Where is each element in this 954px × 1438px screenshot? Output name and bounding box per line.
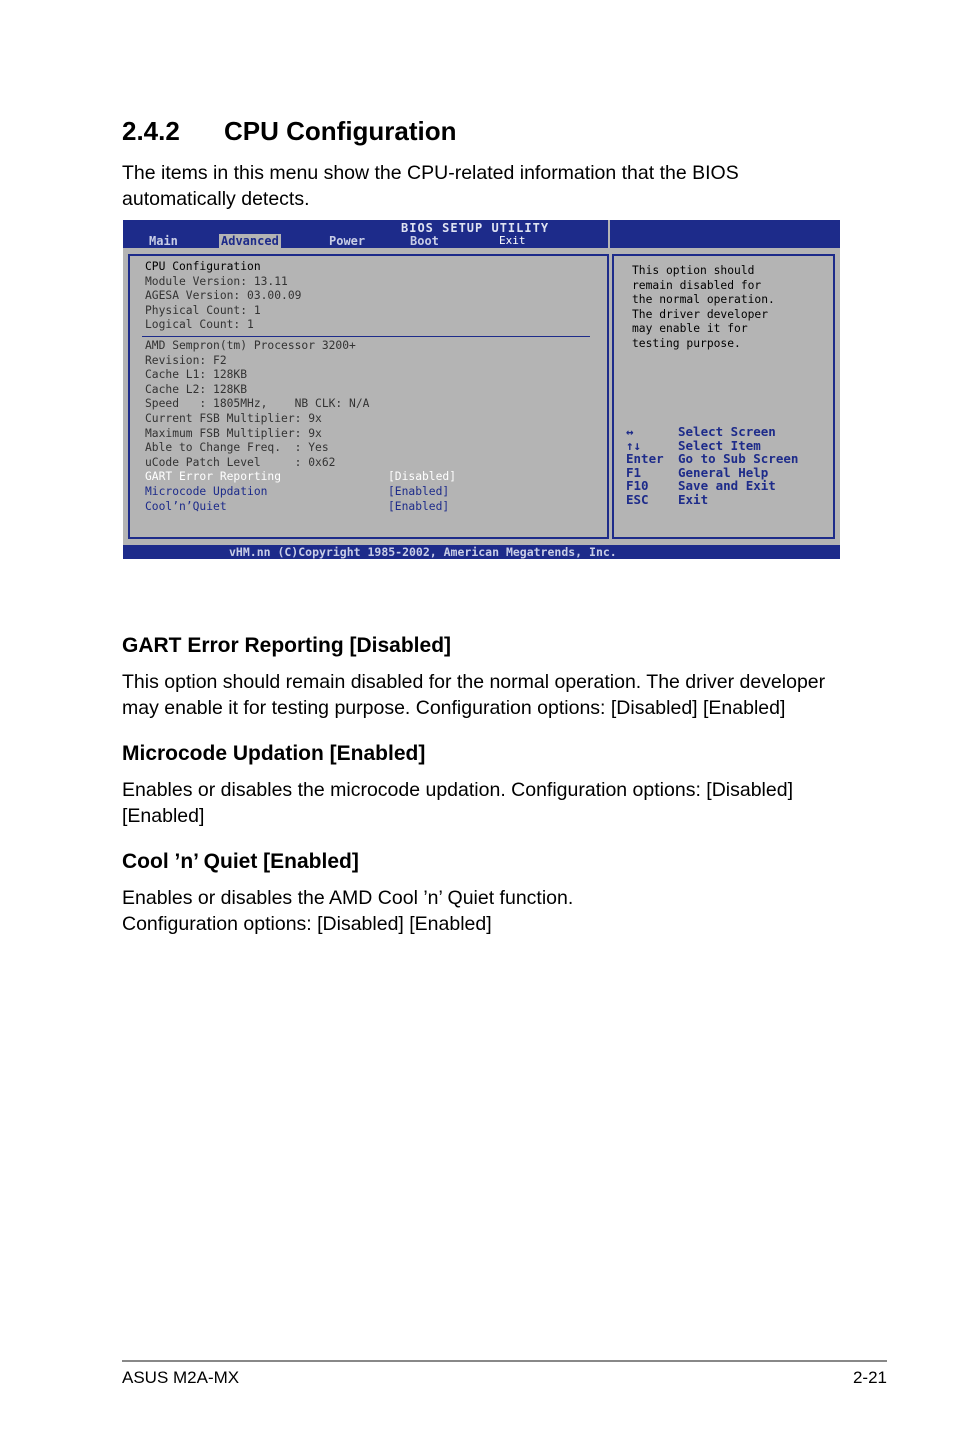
key-label: Enter bbox=[626, 451, 664, 466]
footer-product: ASUS M2A-MX bbox=[122, 1368, 240, 1387]
setting-microcode-value[interactable]: [Enabled] bbox=[388, 485, 450, 498]
bios-tab-advanced[interactable]: Advanced bbox=[221, 234, 279, 248]
section-number: 2.4.2 bbox=[122, 116, 180, 146]
bios-header-right bbox=[608, 220, 840, 248]
key-action: Save and Exit bbox=[678, 478, 776, 493]
footer-divider bbox=[122, 1360, 887, 1362]
bios-copyright: vHM.nn (C)Copyright 1985-2002, American Megatrends, Inc. bbox=[229, 545, 617, 559]
bios-divider bbox=[142, 336, 590, 337]
microcode-heading: Microcode Updation [Enabled] bbox=[122, 742, 426, 765]
bios-main-panel bbox=[128, 254, 609, 539]
setting-coolnquiet-value[interactable]: [Enabled] bbox=[388, 499, 450, 513]
key-action: Go to Sub Screen bbox=[678, 451, 799, 466]
bios-cpu-line: Cache L2: 128KB bbox=[145, 382, 248, 396]
bios-info-heading: CPU Configuration bbox=[145, 260, 261, 273]
bios-tab-exit[interactable]: Exit bbox=[499, 234, 526, 247]
setting-coolnquiet-label[interactable]: Cool’n’Quiet bbox=[145, 499, 227, 513]
bios-title: BIOS SETUP UTILITY bbox=[401, 221, 550, 235]
bios-cpu-line: AMD Sempron(tm) Processor 3200+ bbox=[145, 339, 356, 352]
bios-help-panel bbox=[612, 254, 835, 539]
bios-tab-main[interactable]: Main bbox=[149, 234, 178, 248]
bios-info-line: Module Version: 13.11 bbox=[145, 274, 288, 288]
arrows-lr-icon: ↔ bbox=[626, 424, 634, 439]
key-exit bbox=[626, 492, 708, 507]
section-title bbox=[122, 116, 457, 147]
gart-description: This option should remain disabled for the normal operation. The driver developer may enable it for testing purpose. Configuration options: [Disabled] [Enabled] bbox=[122, 671, 826, 719]
bios-help-text: This option should remain disabled for the normal operation. The driver developer may enable it for testing purpose. bbox=[632, 264, 775, 350]
page-number: 2-21 bbox=[852, 1368, 887, 1387]
setting-gart-label[interactable]: GART Error Reporting bbox=[145, 470, 282, 484]
bios-cpu-line: Speed : 1805MHz, NB CLK: N/A bbox=[145, 397, 370, 411]
microcode-description: Enables or disables the microcode updation. Configuration options: [Disabled] [Enabled] bbox=[122, 779, 793, 827]
bios-cpu-line: uCode Patch Level : 0x62 bbox=[145, 455, 336, 469]
bios-cpu-line: Cache L1: 128KB bbox=[145, 368, 248, 382]
key-label: ESC bbox=[626, 491, 649, 507]
section-title-text: CPU Configuration bbox=[224, 116, 457, 146]
bios-tab-power[interactable]: Power bbox=[329, 234, 366, 248]
key-action: Select Item bbox=[678, 437, 761, 453]
key-label: F10 bbox=[626, 478, 649, 493]
bios-cpu-line: Maximum FSB Multiplier: 9x bbox=[145, 426, 322, 440]
key-label: F1 bbox=[626, 464, 642, 480]
key-action: General Help bbox=[678, 464, 769, 480]
bios-info-line: Physical Count: 1 bbox=[145, 303, 261, 317]
bios-cpu-line: Revision: F2 bbox=[145, 353, 227, 367]
bios-cpu-line: Current FSB Multiplier: 9x bbox=[145, 412, 322, 425]
bios-screenshot bbox=[123, 220, 840, 559]
setting-microcode-label[interactable]: Microcode Updation bbox=[145, 485, 268, 498]
bios-footer bbox=[123, 545, 840, 559]
intro-text: The items in this menu show the CPU-related information that the BIOS automatically detects. bbox=[122, 162, 739, 210]
bios-tab-boot[interactable]: Boot bbox=[410, 234, 439, 248]
coolnquiet-description bbox=[122, 885, 842, 937]
key-action: Exit bbox=[678, 491, 709, 507]
key-action: Select Screen bbox=[678, 424, 776, 439]
arrows-ud-icon: ↑↓ bbox=[626, 437, 642, 453]
bios-info-line: AGESA Version: 03.00.09 bbox=[145, 289, 302, 303]
bios-info-line: Logical Count: 1 bbox=[145, 318, 254, 332]
gart-heading: GART Error Reporting [Disabled] bbox=[122, 634, 452, 657]
coolnquiet-heading: Cool ’n’ Quiet [Enabled] bbox=[122, 850, 359, 873]
coolnquiet-line2: Configuration options: [Disabled] [Enabled] bbox=[122, 913, 492, 935]
bios-cpu-line: Able to Change Freq. : Yes bbox=[145, 441, 329, 455]
setting-gart-value[interactable]: [Disabled] bbox=[388, 470, 457, 484]
coolnquiet-line1: Enables or disables the AMD Cool ’n’ Quiet function. bbox=[122, 887, 574, 909]
